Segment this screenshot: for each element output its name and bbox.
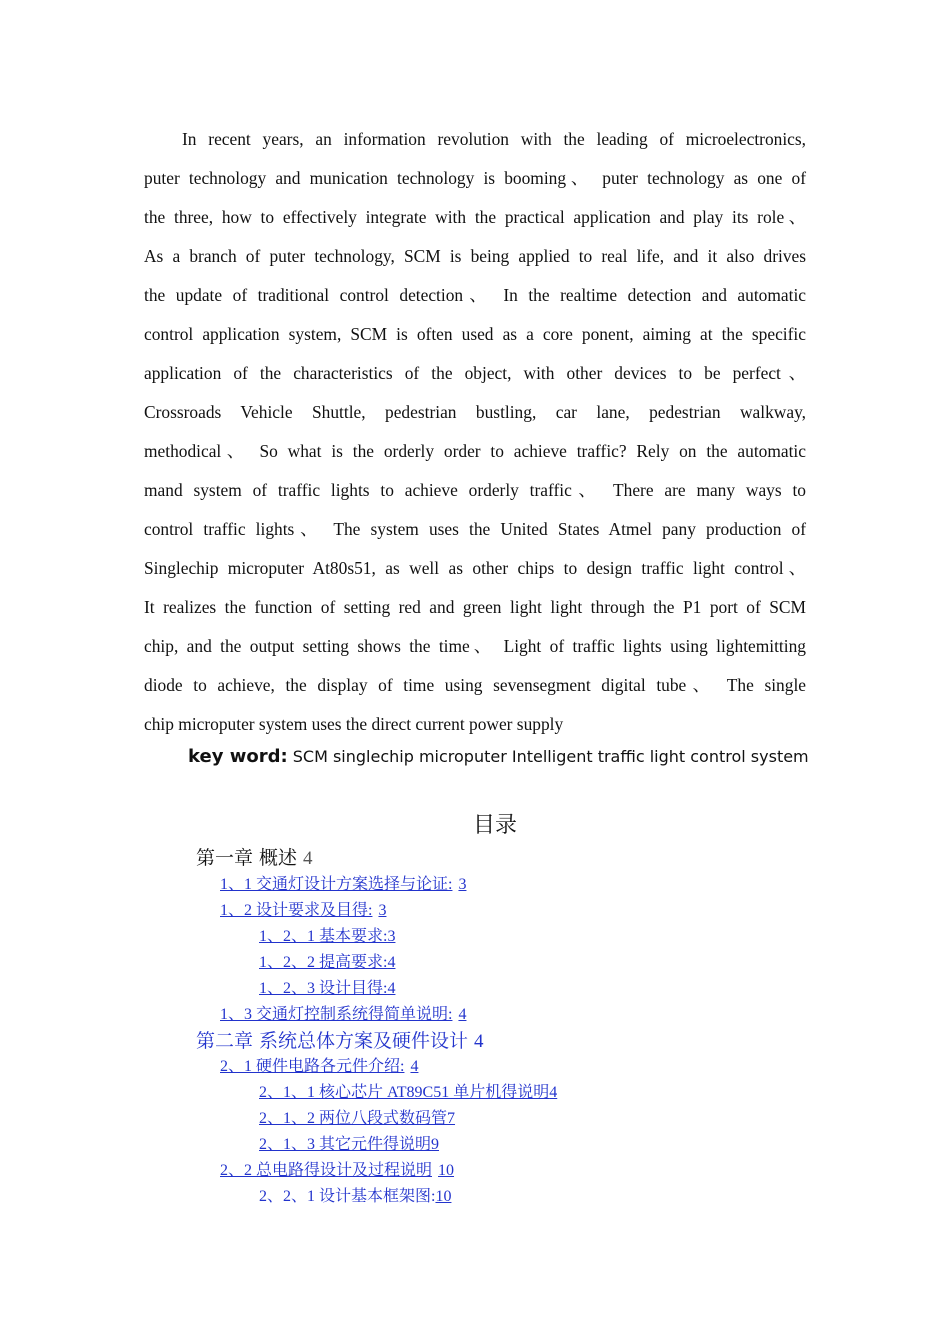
abstract-line: chip microputer system uses the direct current power supply	[144, 714, 564, 734]
toc-entry-label: 1、2、2 提高要求:	[259, 954, 388, 971]
toc-entry-page: 4	[303, 848, 313, 869]
toc-entry-label: 2、1、1 核心芯片 AT89C51 单片机得说明	[259, 1084, 550, 1101]
toc-entry-label: 2、1、3 其它元件得说明	[259, 1136, 432, 1153]
toc-entry-label: 第二章 系统总体方案及硬件设计	[196, 1030, 469, 1052]
keywords-label: key word:	[188, 746, 288, 767]
toc-entry-label: 第一章 概述	[196, 847, 298, 869]
abstract-line: Singlechip microputer At80s51, as well as other chips to design traffic light control、	[144, 558, 806, 578]
toc-entry-page: 3	[378, 902, 387, 919]
toc-entry-label: 1、1 交通灯设计方案选择与论证:	[220, 876, 453, 893]
abstract-line: In recent years, an information revolution with the leading of microelectronics,	[182, 129, 806, 149]
toc-entry-page: 4	[387, 980, 396, 997]
toc-entry-page: 10	[435, 1188, 452, 1205]
toc-entry-label: 2、1、2 两位八段式数码管	[259, 1110, 448, 1127]
toc-title: 目录	[472, 813, 517, 838]
toc-entry-page: 4	[549, 1084, 558, 1101]
abstract-line: As a branch of puter technology, SCM is being applied to real life, and it also drives	[144, 246, 806, 266]
abstract-line: the update of traditional control detection、 In the realtime detection and automatic	[144, 285, 806, 305]
abstract-line: chip, and the output setting shows the time、 Light of traffic lights using lightemitting	[144, 636, 806, 656]
toc-entry-label: 2、2 总电路得设计及过程说明	[220, 1162, 433, 1179]
abstract-line: It realizes the function of setting red and green light light through the P1 port of SCM	[144, 597, 806, 617]
toc-entry-label: 2、1 硬件电路各元件介绍:	[220, 1058, 405, 1075]
abstract-line: mand system of traffic lights to achieve orderly traffic、 There are many ways to	[144, 480, 806, 500]
abstract-line: methodical、 So what is the orderly order to achieve traffic? Rely on the automatic	[144, 441, 806, 461]
abstract-line: control application system, SCM is often used as a core ponent, aiming at the specific	[144, 324, 806, 344]
toc-entry-label: 1、2 设计要求及目得:	[220, 902, 373, 919]
toc-entry-page: 10	[438, 1162, 455, 1179]
toc-entry-label: 1、2、1 基本要求:	[259, 928, 388, 945]
toc-entry-label: 1、2、3 设计目得:	[259, 980, 388, 997]
toc-entry-label: 2、2、1 设计基本框架图:	[259, 1188, 436, 1205]
toc-entry-page: 4	[458, 1006, 467, 1023]
toc-entry-label: 1、3 交通灯控制系统得简单说明:	[220, 1006, 453, 1023]
toc-entry-page: 9	[431, 1136, 440, 1153]
toc-entry-page: 4	[410, 1058, 419, 1075]
abstract-line: puter technology and munication technology is booming、 puter technology as one of	[144, 168, 806, 188]
toc-entry-page: 3	[458, 876, 467, 893]
abstract-line: diode to achieve, the display of time using sevensegment digital tube、 The single	[144, 675, 806, 695]
abstract-line: application of the characteristics of the object, with other devices to be perfect、	[144, 363, 806, 383]
toc-entry-page: 3	[387, 928, 396, 945]
toc-entry-page: 4	[474, 1031, 484, 1052]
abstract-line: the three, how to effectively integrate with the practical application and play its role、	[144, 207, 806, 227]
keywords-text: SCM singlechip microputer Intelligent traffic light control system	[292, 747, 809, 766]
toc-entry-page: 7	[447, 1110, 456, 1127]
keywords-line	[188, 746, 809, 767]
toc-entry-page: 4	[387, 954, 396, 971]
abstract-line: Crossroads Vehicle Shuttle, pedestrian bustling, car lane, pedestrian walkway,	[144, 402, 806, 422]
abstract-line: control traffic lights、 The system uses the United States Atmel pany production of	[144, 519, 806, 539]
abstract-paragraph	[144, 120, 806, 744]
